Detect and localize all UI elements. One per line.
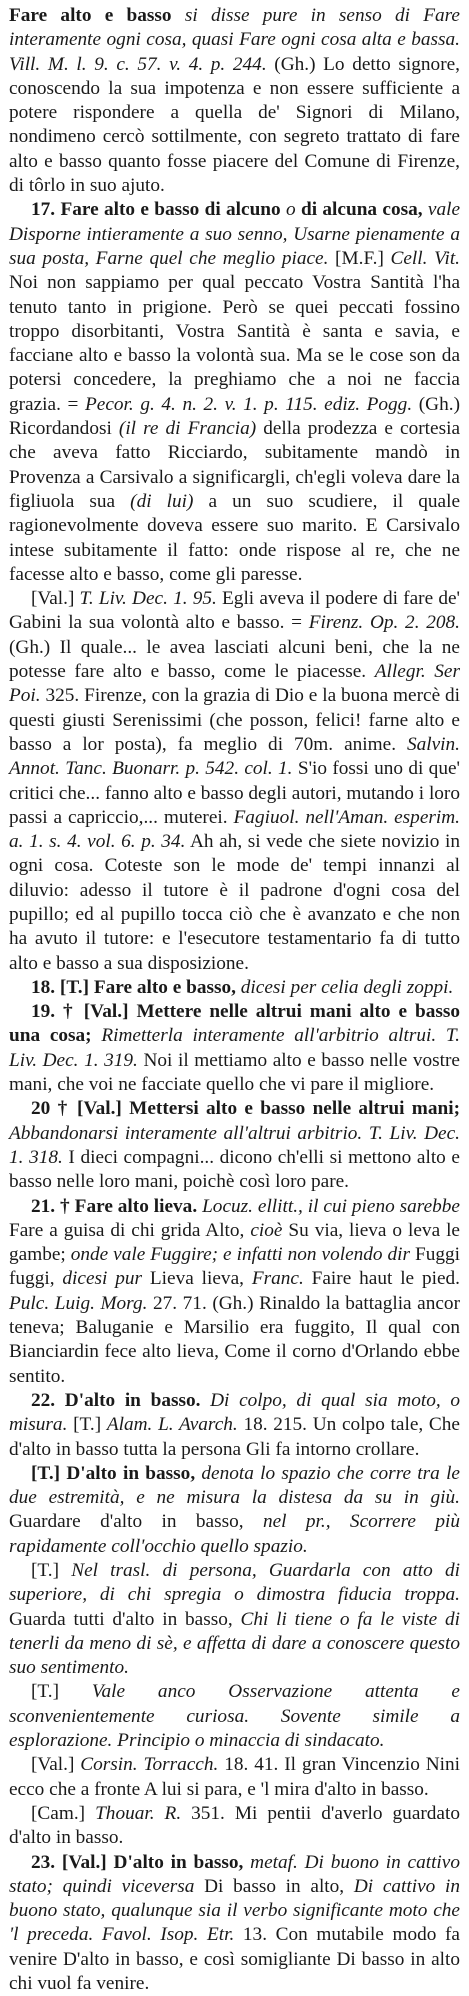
entry-text: Fuggi fuggi,: [9, 1244, 461, 1290]
dictionary-entry: [9, 976, 460, 1000]
entry-italic-text: Fagiuol. nell'Aman. esperim. a. 1. s. 4. vol. 6. p. 34.: [9, 806, 460, 853]
dictionary-entry: [9, 4, 460, 198]
dictionary-entry: [9, 1680, 460, 1753]
entry-italic-text: onde vale Fuggire; e infatti non volendo dir: [70, 1244, 411, 1266]
dictionary-entry: [9, 1389, 460, 1462]
entry-headword: [T.] D'alto in basso,: [31, 1462, 196, 1484]
entry-text: [T.]: [67, 1414, 107, 1436]
entry-italic-text: dicesi pur: [62, 1268, 143, 1290]
entry-text: Noi non sappiamo per qual peccato Vostra Santità l'ha tenuto tanto in prigione. Però se quei peccati fossino troppo disorbitanti, Vostra Santità è santa e savia, e facciane alto e basso la volontà sua. Ma se le cose son da potersi concedere, la preghiamo che a noi ne faccia grazia. =: [9, 272, 460, 415]
entry-italic-text: Nel trasl. di persona, Guardarla con atto di superiore, di chi spregia o dimostra fiducia troppa.: [9, 1560, 460, 1606]
dictionary-entry: [9, 1559, 460, 1680]
dictionary-entry: [9, 1097, 460, 1194]
entry-italic-text: (di lui): [130, 490, 194, 512]
entry-italic-text: Di colpo, di qual sia moto, o misura.: [9, 1389, 460, 1436]
entry-headword: 17. Fare alto e basso di alcuno: [31, 199, 281, 221]
dictionary-entry: [9, 1195, 460, 1389]
entry-italic-text: (il re di Francia): [118, 418, 257, 440]
entry-text: a un suo scudiere, il quale ragionevolmente doveva essere suo marito. E Carsivalo intese subitamente il fatto: onde rispose al re, che ne facesse alto e basso, come gli paresse.: [9, 490, 460, 585]
entry-italic-text: Allegr. Ser Poi.: [9, 661, 460, 707]
entry-text: I dieci compagni... dicono ch'elli si mettono alto e basso nelle loro mani, poichè così loro pare.: [9, 1146, 460, 1193]
entry-italic-text: nel pr., Scorrere più rapidamente coll'occhio quello spazio.: [9, 1511, 460, 1557]
entry-text: Guardare d'alto in basso,: [9, 1511, 263, 1533]
entry-headword: Fare alto e basso: [9, 5, 172, 26]
entry-italic-text: Di cattivo in buono stato, qualunque sia il verbo significante moto che 'l preceda. Favol. Isop. Etr.: [9, 1875, 460, 1946]
entry-text: 13. Con mutabile modo fa venire D'alto in basso, e così somigliante Di basso in alto chi vuol fa venire.: [9, 1924, 460, 1995]
entry-text: [Val.]: [31, 1754, 81, 1776]
entry-headword: 23. [Val.] D'alto in basso,: [31, 1851, 244, 1873]
dictionary-entry: [9, 198, 460, 587]
dictionary-entry: [9, 1462, 460, 1559]
dictionary-entry: [9, 1000, 460, 1097]
entry-text: [Cam.]: [31, 1802, 96, 1824]
entry-italic-text: T. Liv. Dec. 1. 95.: [79, 588, 217, 610]
entry-text: Ah ah, si vede che siete novizio in ogni cosa. Coteste son le mode de' tempi innanzi al diluvio: adesso il tutore è il padrone d'ogni cosa del pupillo; ed al pupillo tocca ciò che è avanzato e che non ha avuto il tutore: e l'esecutore testamentario fa di tutto alto e basso a sua disposizione.: [9, 831, 460, 974]
dictionary-entry: [9, 1802, 460, 1851]
entry-text: Su via, lieva o leva le gambe;: [9, 1219, 460, 1266]
entry-italic-text: Cell. Vit.: [390, 247, 460, 269]
entry-italic-text: dicesi per celia degli zoppi.: [235, 976, 454, 998]
entry-italic-text: Locuz. ellitt., il cui pieno sarebbe: [197, 1195, 460, 1217]
entry-italic-text: vale Disporne intieramente a suo senno, Usarne pienamente a sua posta, Farne quel che meglio piace.: [9, 199, 461, 269]
entry-text: Di basso in alto,: [194, 1875, 354, 1897]
dictionary-entry: [9, 587, 460, 976]
entry-headword: 18. [T.] Fare alto e basso,: [31, 976, 236, 998]
entry-text: [M.F.]: [328, 247, 391, 269]
entry-text: (Gh.) Il quale... le avea lasciati alcuni beni, che la ne potesse fare alto e basso, come le piacesse.: [9, 636, 460, 683]
entry-text: [Val.]: [31, 588, 80, 610]
entry-text: S'io fossi uno di que' critici che... fanno alto e basso degli autori, mutando i loro passi a capriccio,... muterei.: [9, 758, 460, 828]
entry-text: Fare a guisa di chi grida Alto,: [9, 1219, 251, 1241]
dictionary-entry: [9, 1851, 460, 1996]
entry-text: 351. Mi pentii d'averlo guardato d'alto in basso.: [9, 1802, 460, 1849]
entry-italic-text: Rimetterla interamente all'arbitrio altrui. T. Liv. Dec. 1. 319.: [9, 1025, 461, 1071]
entry-text: (Gh.) Lo detto signore, conoscendo la sua impotenza e non essere sufficiente a potere rispondere a quella de' Signori di Milano, nondimeno cercò sottilmente, con segreto trattato di fare alto e basso quanto fosse piacere del Comune di Firenze, di tôrlo in suo ajuto.: [9, 53, 460, 197]
entry-text: 27. 71. (Gh.) Rinaldo la battaglia ancor teneva; Baluganie e Marsilio era fuggito, Il qual con Bianciardin fece alto lieva, Come il corno d'Orlando ebbe sentito.: [9, 1292, 460, 1387]
entry-italic-text: Pecor. g. 4. n. 2. v. 1. p. 115. ediz. Pogg.: [85, 393, 413, 415]
entry-italic-text: Alam. L. Avarch.: [106, 1414, 238, 1436]
entry-headword: di alcuna cosa,: [301, 199, 423, 221]
entry-headword: 22. D'alto in basso.: [31, 1389, 201, 1411]
entry-italic-text: Vale anco Osservazione attenta e sconvenientemente curiosa. Sovente simile a esplorazione. Principio o minaccia di sindacato.: [9, 1681, 460, 1752]
entry-text: (Gh.) Ricordandosi: [9, 393, 460, 440]
entry-text: Egli aveva il podere di fare de' Gabini la sua volontà alto e basso. =: [9, 588, 460, 634]
entry-text: 325. Firenze, con la grazia di Dio e la buona mercè di questi giusti Serenissimi (che posson, felici! farne alto e basso a lor posta), fa meglio di 70m. anime.: [9, 685, 460, 755]
entry-italic-text: metaf. Di buono in cattivo stato; quindi viceversa: [9, 1851, 460, 1897]
entry-italic-text: Firenz. Op. 2. 208.: [308, 612, 460, 634]
entry-text: Guarda tutti d'alto in basso,: [9, 1608, 241, 1630]
entry-italic-text: denota lo spazio che corre tra le due estremità, e ne misura la distesa da su in giù.: [9, 1462, 460, 1509]
entry-headword: 21. † Fare alto lieva.: [31, 1195, 198, 1217]
entry-italic-text: o: [280, 199, 301, 221]
entry-headword: 20 † [Val.] Mettersi alto e basso nelle altrui mani;: [31, 1098, 460, 1120]
entry-italic-text: si disse pure in senso di Fare interamente ogni cosa, quasi Fare ogni cosa alta e bassa. Vill. M. l. 9. c. 57. v. 4. p. 244.: [9, 5, 460, 75]
entry-italic-text: Thouar. R.: [95, 1802, 182, 1824]
entry-text: 18. 215. Un colpo tale, Che d'alto in basso tutta la persona Gli fa intorno crollare.: [9, 1414, 460, 1460]
entry-italic-text: cioè: [250, 1219, 283, 1241]
entry-italic-text: Pulc. Luig. Morg.: [9, 1292, 148, 1314]
entry-italic-text: Corsin. Torracch.: [80, 1754, 219, 1776]
dictionary-entry: [9, 1753, 460, 1802]
entry-text: [T.]: [31, 1560, 72, 1581]
entry-text: Lieva lieva,: [142, 1268, 252, 1290]
entry-text: [T.]: [31, 1681, 92, 1703]
entry-italic-text: Chi li tiene o fa le viste di tenerli da meno di sè, e affetta di dare a conoscere questo suo sentimento.: [9, 1608, 461, 1679]
entry-text: Faire haut le pied.: [303, 1268, 460, 1290]
entry-headword: 19. † [Val.] Mettere nelle altrui mani alto e basso una cosa;: [9, 1001, 460, 1047]
entry-text: della prodezza e cortesia che aveva fatto Ricciardo, subitamente mandò in Provenza a Carsivalo a significargli, ch'egli voleva dare la figliuola sua: [9, 418, 461, 512]
entry-italic-text: Salvin. Annot. Tanc. Buonarr. p. 542. col. 1.: [9, 733, 460, 780]
entry-italic-text: Abbandonarsi interamente all'altrui arbitrio. T. Liv. Dec. 1. 318.: [9, 1122, 460, 1168]
entry-text: 18. 41. Il gran Vincenzio Nini ecco che a fronte A lui si para, e 'l mira d'alto in basso.: [9, 1754, 461, 1800]
entry-italic-text: Franc.: [251, 1268, 304, 1290]
entry-text: Noi il mettiamo alto e basso nelle vostre mani, che voi ne facciate quello che vi pare il migliore.: [9, 1049, 460, 1096]
